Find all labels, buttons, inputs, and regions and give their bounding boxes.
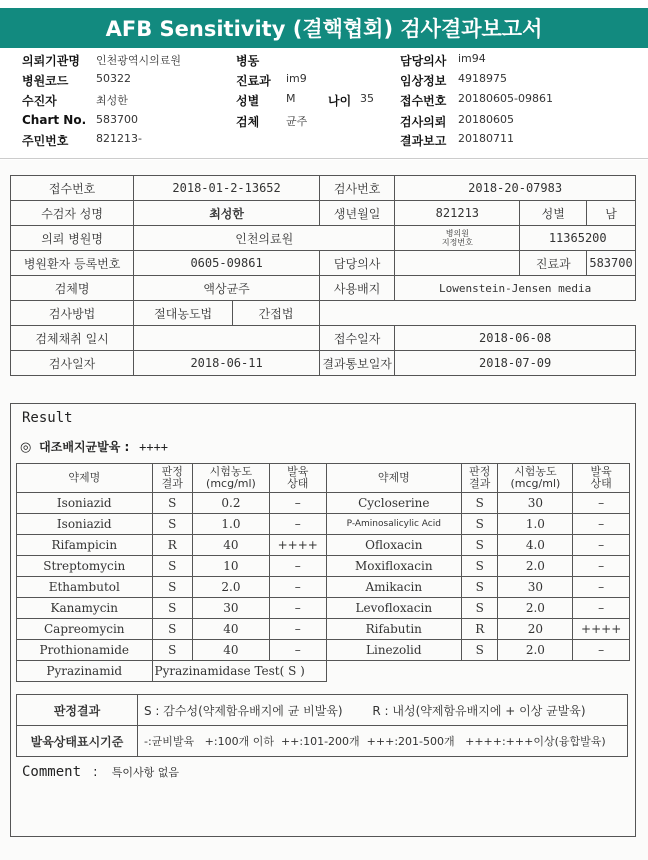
test-conc: 40 bbox=[193, 535, 270, 556]
judge-result: S bbox=[152, 619, 192, 640]
comment-section bbox=[22, 764, 179, 780]
drug-name: Streptomycin bbox=[17, 556, 153, 577]
header-label: 나이 bbox=[328, 94, 352, 108]
col-conc-line2: (mcg/ml) bbox=[206, 477, 256, 490]
test-conc: 20 bbox=[498, 619, 573, 640]
reception-no: 2018-01-2-13652 bbox=[134, 176, 320, 201]
drug-name: Levofloxacin bbox=[326, 598, 462, 619]
test-date: 2018-06-11 bbox=[134, 351, 320, 376]
specimen-label: 검체명 bbox=[11, 276, 134, 301]
collection-label: 검체채취 일시 bbox=[11, 326, 134, 351]
pza-blank bbox=[326, 661, 629, 682]
col-growth bbox=[573, 464, 630, 493]
drug-sensitivity-table bbox=[16, 463, 630, 682]
table-row bbox=[17, 556, 630, 577]
test-conc: 40 bbox=[193, 619, 270, 640]
col-conc bbox=[498, 464, 573, 493]
growth-status: ++++ bbox=[573, 619, 630, 640]
growth-status: – bbox=[573, 640, 630, 661]
double-circle-icon: ◎ bbox=[20, 440, 32, 455]
dept-value: 583700 bbox=[587, 251, 636, 276]
col-growth-line2: 상태 bbox=[287, 477, 309, 490]
birth-label: 생년월일 bbox=[319, 201, 394, 226]
drug-name: Isoniazid bbox=[17, 514, 153, 535]
method-absolute: 절대농도법 bbox=[134, 301, 233, 326]
specimen-value: 액상균주 bbox=[134, 276, 320, 301]
drug-name: Kanamycin bbox=[17, 598, 153, 619]
comment-title: Comment bbox=[22, 764, 82, 780]
test-conc: 30 bbox=[498, 577, 573, 598]
drug-name: Cycloserine bbox=[326, 493, 462, 514]
growth-status: – bbox=[269, 640, 326, 661]
header-label: 검사의뢰 bbox=[400, 115, 447, 129]
header-label: 접수번호 bbox=[400, 94, 447, 108]
drug-name: Pyrazinamid bbox=[17, 661, 153, 682]
header-value: 균주 bbox=[286, 115, 308, 128]
test-conc: 1.0 bbox=[193, 514, 270, 535]
judge-result: S bbox=[462, 598, 498, 619]
header-value: 20180605 bbox=[458, 113, 514, 126]
header-label: 수진자 bbox=[22, 94, 57, 108]
dept-label: 진료과 bbox=[520, 251, 587, 276]
col-conc-line2: (mcg/ml) bbox=[510, 477, 561, 490]
growth-legend: -:균비발육 +:100개 이하 ++:101-200개 +++:201-500개 ++++:+++이상(융합발육) bbox=[138, 726, 628, 757]
table-row bbox=[17, 661, 630, 682]
received-label: 접수일자 bbox=[319, 326, 394, 351]
header-value: im9 bbox=[286, 72, 307, 85]
header-value: 35 bbox=[360, 92, 374, 105]
result-title: Result bbox=[22, 410, 73, 426]
medium-label: 사용배지 bbox=[319, 276, 394, 301]
growth-legend-label: 발육상태표시기준 bbox=[17, 726, 138, 757]
table-row bbox=[17, 640, 630, 661]
drug-name: Rifabutin bbox=[326, 619, 462, 640]
patient-name-label: 수검자 성명 bbox=[11, 201, 134, 226]
notify-date: 2018-07-09 bbox=[395, 351, 636, 376]
judge-legend bbox=[138, 695, 628, 726]
judge-result: R bbox=[152, 535, 192, 556]
drug-name: Capreomycin bbox=[17, 619, 153, 640]
header-value: 인천광역시의료원 bbox=[96, 54, 182, 67]
header-value: 20180711 bbox=[458, 132, 514, 145]
header-value: 최성한 bbox=[96, 94, 128, 107]
hospital-code-label-line2: 지정번호 bbox=[441, 238, 473, 247]
header-label: 결과보고 bbox=[400, 134, 447, 148]
hospital-label: 의뢰 병원명 bbox=[11, 226, 134, 251]
growth-status: – bbox=[573, 535, 630, 556]
judge-result: S bbox=[462, 577, 498, 598]
growth-status: – bbox=[269, 619, 326, 640]
reg-no-label: 병원환자 등록번호 bbox=[11, 251, 134, 276]
judge-result: S bbox=[462, 514, 498, 535]
judge-result: S bbox=[462, 535, 498, 556]
test-no-label: 검사번호 bbox=[319, 176, 394, 201]
test-conc: 2.0 bbox=[193, 577, 270, 598]
growth-status: – bbox=[269, 598, 326, 619]
birth-date: 821213 bbox=[395, 201, 520, 226]
header-value: 50322 bbox=[96, 72, 131, 85]
judge-result: S bbox=[152, 640, 192, 661]
col-conc bbox=[193, 464, 270, 493]
drug-name: Ethambutol bbox=[17, 577, 153, 598]
control-label: 대조배지균발육 : bbox=[39, 440, 130, 454]
col-judge bbox=[152, 464, 192, 493]
test-conc: 1.0 bbox=[498, 514, 573, 535]
method-label: 검사방법 bbox=[11, 301, 134, 326]
hospital-code-label bbox=[395, 226, 520, 251]
judge-result: S bbox=[152, 493, 192, 514]
header-label: 성별 bbox=[236, 94, 260, 108]
drug-name: Amikacin bbox=[326, 577, 462, 598]
hospital-code-label-line1: 병의원 bbox=[445, 229, 469, 238]
col-growth-line2: 상태 bbox=[590, 477, 612, 490]
judge-legend-s: S : 감수성(약제함유배지에 균 비발육) bbox=[144, 703, 343, 718]
report-header bbox=[0, 52, 648, 156]
header-label: 진료과 bbox=[236, 74, 271, 88]
legend-table bbox=[16, 694, 628, 757]
drug-name: Prothionamide bbox=[17, 640, 153, 661]
drug-name: Isoniazid bbox=[17, 493, 153, 514]
drug-name: Linezolid bbox=[326, 640, 462, 661]
sex-label: 성별 bbox=[520, 201, 587, 226]
col-judge-line1: 판정 bbox=[469, 465, 491, 478]
judge-result: S bbox=[152, 556, 192, 577]
table-row bbox=[17, 493, 630, 514]
drug-name: P-Aminosalicylic Acid bbox=[326, 514, 462, 535]
judge-result: S bbox=[462, 493, 498, 514]
growth-status: – bbox=[573, 493, 630, 514]
judge-result: S bbox=[152, 577, 192, 598]
pza-test: Pyrazinamidase Test( S ) bbox=[152, 661, 326, 682]
sex-value: 남 bbox=[587, 201, 636, 226]
growth-status: – bbox=[573, 577, 630, 598]
collection-value bbox=[134, 326, 320, 351]
header-label: 병동 bbox=[236, 54, 260, 68]
header-value: 821213- bbox=[96, 132, 142, 145]
table-row bbox=[17, 577, 630, 598]
judge-legend-label: 판정결과 bbox=[17, 695, 138, 726]
hospital-code: 11365200 bbox=[520, 226, 636, 251]
header-value: 20180605-09861 bbox=[458, 92, 553, 105]
received-date: 2018-06-08 bbox=[395, 326, 636, 351]
report-title: AFB Sensitivity (결핵협회) 검사결과보고서 bbox=[0, 8, 648, 48]
judge-result: S bbox=[152, 514, 192, 535]
growth-status: ++++ bbox=[269, 535, 326, 556]
comment-sep: : bbox=[93, 765, 98, 780]
growth-status: – bbox=[573, 598, 630, 619]
test-conc: 40 bbox=[193, 640, 270, 661]
col-growth bbox=[269, 464, 326, 493]
test-conc: 2.0 bbox=[498, 556, 573, 577]
test-conc: 4.0 bbox=[498, 535, 573, 556]
col-drug: 약제명 bbox=[326, 464, 462, 493]
judge-result: S bbox=[462, 640, 498, 661]
judge-result: S bbox=[462, 556, 498, 577]
col-conc-line1: 시험농도 bbox=[209, 465, 253, 478]
header-label: 임상정보 bbox=[400, 74, 447, 88]
table-row bbox=[17, 514, 630, 535]
method-indirect: 간접법 bbox=[233, 301, 320, 326]
comment-value: 특이사항 없음 bbox=[111, 766, 179, 779]
table-row bbox=[17, 535, 630, 556]
drug-name: Rifampicin bbox=[17, 535, 153, 556]
growth-status: – bbox=[269, 577, 326, 598]
header-divider bbox=[0, 158, 648, 159]
test-conc: 0.2 bbox=[193, 493, 270, 514]
patient-info-table bbox=[10, 175, 636, 376]
col-growth-line1: 발육 bbox=[287, 465, 309, 478]
col-judge-line2: 결과 bbox=[161, 477, 183, 490]
judge-result: R bbox=[462, 619, 498, 640]
growth-status: – bbox=[269, 556, 326, 577]
judge-result: S bbox=[152, 598, 192, 619]
test-conc: 2.0 bbox=[498, 640, 573, 661]
doctor-label: 담당의사 bbox=[319, 251, 394, 276]
table-row bbox=[17, 598, 630, 619]
header-label: 검체 bbox=[236, 115, 260, 129]
col-judge-line2: 결과 bbox=[469, 477, 491, 490]
growth-status: – bbox=[573, 556, 630, 577]
test-date-label: 검사일자 bbox=[11, 351, 134, 376]
header-label: 의뢰기관명 bbox=[22, 54, 80, 68]
col-judge bbox=[462, 464, 498, 493]
test-conc: 30 bbox=[498, 493, 573, 514]
notify-label: 결과통보일자 bbox=[319, 351, 394, 376]
judge-legend-r: R : 내성(약제함유배지에 + 이상 균발육) bbox=[372, 703, 586, 718]
header-value: M bbox=[286, 92, 296, 105]
table-row bbox=[17, 619, 630, 640]
patient-name: 최성한 bbox=[134, 201, 320, 226]
header-label: 병원코드 bbox=[22, 74, 69, 88]
col-growth-line1: 발육 bbox=[590, 465, 612, 478]
growth-status: – bbox=[269, 493, 326, 514]
medium-value: Lowenstein-Jensen media bbox=[395, 276, 636, 301]
col-judge-line1: 판정 bbox=[161, 465, 183, 478]
header-value: 4918975 bbox=[458, 72, 507, 85]
test-no: 2018-20-07983 bbox=[395, 176, 636, 201]
reception-no-label: 접수번호 bbox=[11, 176, 134, 201]
test-conc: 10 bbox=[193, 556, 270, 577]
header-label: 주민번호 bbox=[22, 134, 69, 148]
doctor-value bbox=[395, 251, 520, 276]
header-value: im94 bbox=[458, 52, 486, 65]
col-conc-line1: 시험농도 bbox=[514, 465, 557, 478]
hospital-name: 인천의료원 bbox=[134, 226, 395, 251]
method-blank bbox=[319, 301, 635, 326]
drug-name: Moxifloxacin bbox=[326, 556, 462, 577]
reg-no: 0605-09861 bbox=[134, 251, 320, 276]
header-label: 담당의사 bbox=[400, 54, 447, 68]
drug-name: Ofloxacin bbox=[326, 535, 462, 556]
growth-status: – bbox=[269, 514, 326, 535]
growth-status: – bbox=[573, 514, 630, 535]
test-conc: 2.0 bbox=[498, 598, 573, 619]
header-label: Chart No. bbox=[22, 113, 87, 127]
col-drug: 약제명 bbox=[17, 464, 153, 493]
header-value: 583700 bbox=[96, 113, 138, 126]
control-growth bbox=[20, 438, 168, 455]
control-value: ++++ bbox=[139, 440, 169, 454]
test-conc: 30 bbox=[193, 598, 270, 619]
